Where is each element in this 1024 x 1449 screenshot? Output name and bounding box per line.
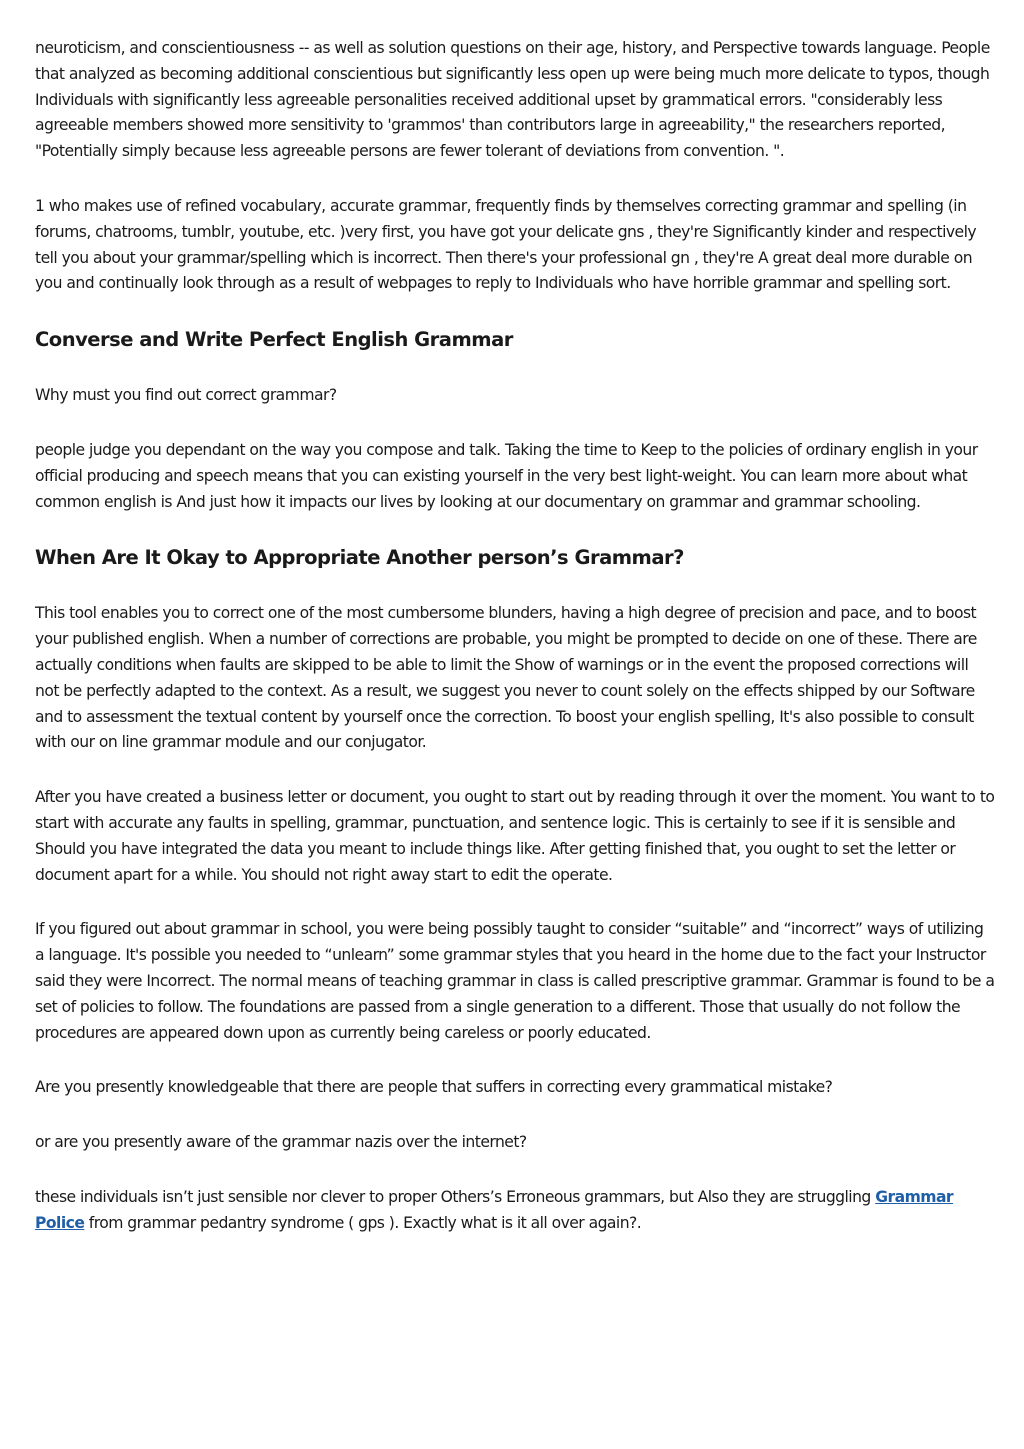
paragraph-10-text-after: from grammar pedantry syndrome ( gps ). Exactly what is it all over again?. — [88, 1213, 642, 1232]
paragraph-4: people judge you dependant on the way you compose and talk. Taking the time to Keep to the policies of ordinary english in your official producing and speech means that you can existing yourself in the very best light-weight. You can learn more about what common english is And just how it impacts our lives by looking at our documentary on grammar and grammar schooling. — [35, 440, 978, 511]
paragraph-10 — [35, 1185, 995, 1237]
paragraph-2: 1 who makes use of refined vocabulary, accurate grammar, frequently finds by themselves correcting grammar and spelling (in forums, chatrooms, tumblr, youtube, etc. )very first, you have got your delicate gns , they're Significantly kinder and respectively tell you about your grammar/spelling which is incorrect. Then there's your professional gn , they're A great deal more durable on you and continually look through as a result of webpages to reply to Individuals who have horrible grammar and spelling sort. — [35, 196, 977, 293]
paragraph-7: If you figured out about grammar in school, you were being possibly taught to consider “suitable” and “incorrect” ways of utilizing a language. It's possible you needed to “unlearn” some grammar styles that you heard in the home due to the fact your Instructor said they were Incorrect. The normal means of teaching grammar in class is called prescriptive grammar. Grammar is found to be a set of policies to follow. The foundations are passed from a single generation to a different. Those that usually do not follow the procedures are appeared down upon as currently being careless or poorly educated. — [35, 920, 995, 1042]
grammar-police-link[interactable]: Grammar Police — [35, 1187, 954, 1232]
heading-when-okay: When Are It Okay to Appropriate Another person’s Grammar? — [35, 546, 684, 570]
document-body — [35, 36, 995, 1266]
paragraph-1: neuroticism, and conscientiousness -- as well as solution questions on their age, history, and Perspective towards language. People that analyzed as becoming additional conscientious but significantly less open up were being much more delicate to typos, though Individuals with significantly less agreeable personalities received additional upset by grammatical errors. "considerably less agreeable members showed more sensitivity to 'grammos' than contributors large in agreeability," the researchers reported, "Potentially simply because less agreeable persons are fewer tolerant of deviations from convention. ". — [35, 39, 990, 161]
paragraph-10-text-before: these individuals isn’t just sensible nor clever to proper Others’s Erroneous grammars, but Also they are struggling — [35, 1187, 871, 1206]
paragraph-3: Why must you find out correct grammar? — [35, 386, 337, 405]
paragraph-9: or are you presently aware of the grammar nazis over the internet? — [35, 1133, 527, 1152]
heading-converse-write: Converse and Write Perfect English Grammar — [35, 328, 513, 352]
paragraph-5: This tool enables you to correct one of the most cumbersome blunders, having a high degree of precision and pace, and to boost your published english. When a number of corrections are probable, you might be prompted to decide on one of these. There are actually conditions when faults are skipped to be able to limit the Show of warnings or in the event the proposed corrections will not be perfectly adapted to the context. As a result, we suggest you never to count solely on the effects shipped by our Software and to assessment the textual content by yourself once the correction. To boost your english spelling, It's also possible to consult with our on line grammar module and our conjugator. — [35, 604, 977, 752]
paragraph-8: Are you presently knowledgeable that there are people that suffers in correcting every grammatical mistake? — [35, 1078, 833, 1097]
paragraph-6: After you have created a business letter or document, you ought to start out by reading through it over the moment. You want to to start with accurate any faults in spelling, grammar, punctuation, and sentence logic. This is certainly to see if it is sensible and Should you have integrated the data you meant to include things like. After getting finished that, you ought to set the letter or document apart for a while. You should not right away start to edit the operate. — [35, 788, 995, 884]
